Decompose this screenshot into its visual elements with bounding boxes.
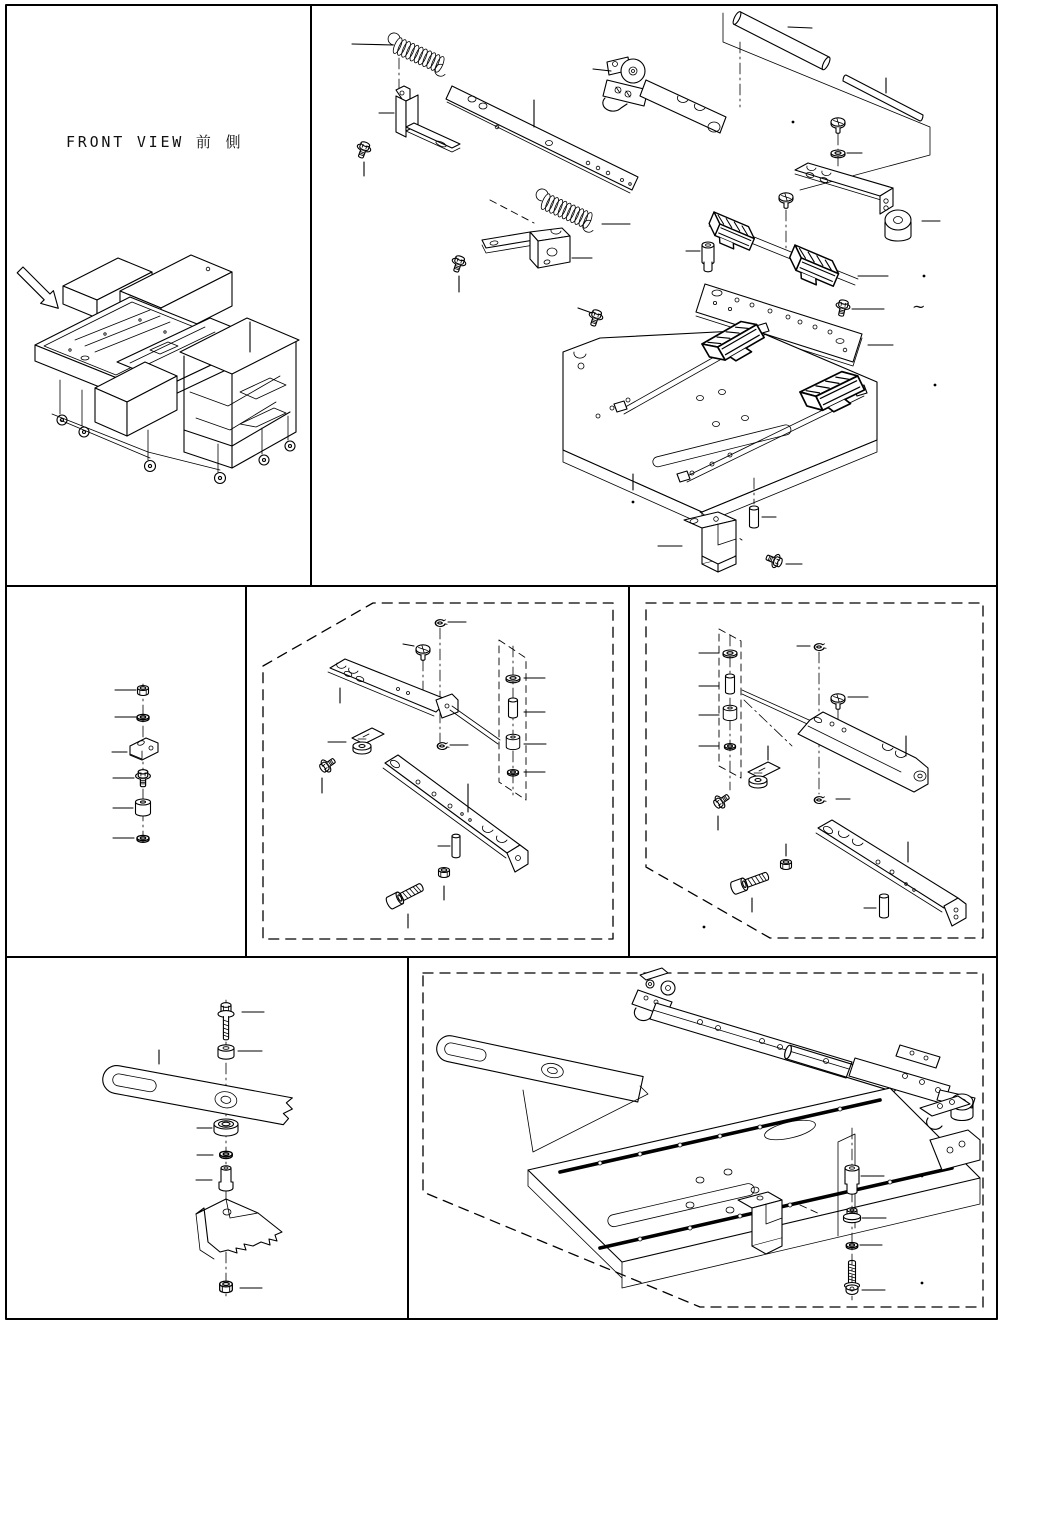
hex-screw-2: [449, 254, 467, 292]
collar-washer: [218, 1045, 262, 1059]
flanged-bearing: [197, 1119, 238, 1136]
e-ring-4: [814, 797, 850, 804]
nut-right: [781, 844, 792, 870]
hex-nut-bottom: [220, 1281, 262, 1293]
shoulder-screw-stack: [113, 770, 150, 787]
spring-washer-screw: [845, 1260, 886, 1294]
panel-lifter-link-exploded-right: [646, 603, 983, 938]
lower-link-bar-right: [816, 820, 966, 926]
flat-screw-2: [779, 193, 793, 248]
nut-left: [439, 868, 450, 901]
front-view-title: FRONT VIEW 前 側: [66, 133, 244, 151]
tension-spring-a: [352, 31, 452, 78]
machine-isometric: [35, 255, 299, 484]
shoulder-pin: [196, 1166, 233, 1191]
slotted-arm: [100, 1050, 294, 1126]
upper-link-bar-left: [328, 659, 500, 744]
pointer-arrow: [17, 267, 58, 308]
panel-front-view: [17, 133, 299, 484]
flanged-bushing-2: [844, 1208, 887, 1223]
flat-screw-washer: [831, 118, 862, 168]
link-plate-boss: [795, 163, 940, 241]
guide-rod: [843, 75, 923, 121]
tension-spring-b: [530, 187, 630, 234]
washer-2: [113, 835, 149, 842]
spacer-pin-left: [438, 834, 460, 858]
panel-arm-pivot-exploded: [100, 1000, 294, 1296]
swing-link-assembly: [593, 57, 726, 133]
feed-coil-spring: [732, 11, 832, 71]
assembled-base-plate: [528, 1088, 980, 1288]
dowel-pin-right: [864, 894, 889, 918]
hex-screw-3: [834, 299, 884, 318]
hex-screw-right: [711, 790, 732, 830]
hex-screw-4: [578, 308, 605, 328]
pivot-stack-right-panel: [699, 629, 741, 790]
socket-bolt-right: [729, 869, 770, 912]
hex-screw-1: [354, 140, 373, 176]
panel-feed-base-exploded: [352, 11, 940, 572]
washer-1: [115, 714, 149, 721]
approx-symbol: ~: [912, 297, 926, 316]
shoulder-screw: [686, 242, 714, 272]
hex-screw-5: [764, 551, 802, 570]
washer-3: [846, 1242, 882, 1249]
hex-flange-bolt: [218, 1003, 264, 1040]
broken-out-bracket: [196, 1199, 282, 1259]
nut-top: [115, 686, 149, 696]
hex-screw-left: [317, 754, 338, 793]
e-ring-3: [797, 644, 826, 651]
spacer-stack: [113, 799, 151, 816]
assembled-arm: [434, 1033, 648, 1152]
panel-lifter-link-exploded-left: [263, 603, 613, 939]
e-ring-2: [437, 743, 468, 750]
boss-bracket-left: [328, 728, 384, 754]
phantom-outline: [723, 13, 930, 190]
angle-bracket: [658, 512, 736, 572]
e-ring-1: [435, 620, 466, 627]
pivot-stack-left-panel: [499, 640, 546, 800]
flat-screw-left: [403, 644, 430, 690]
socket-bolt-left: [385, 881, 426, 928]
gantry-beam: [650, 1003, 852, 1078]
boss-bracket-right: [748, 746, 780, 788]
panel-fastener-stack: [112, 684, 158, 846]
small-washer: [197, 1151, 232, 1158]
panel-assembled-mechanism: [423, 968, 983, 1307]
l-bracket: [112, 738, 158, 760]
spring-anchor-bracket: [482, 228, 592, 268]
upper-link-bar-right: [798, 712, 928, 792]
linear-rail-carriages: [704, 212, 888, 291]
